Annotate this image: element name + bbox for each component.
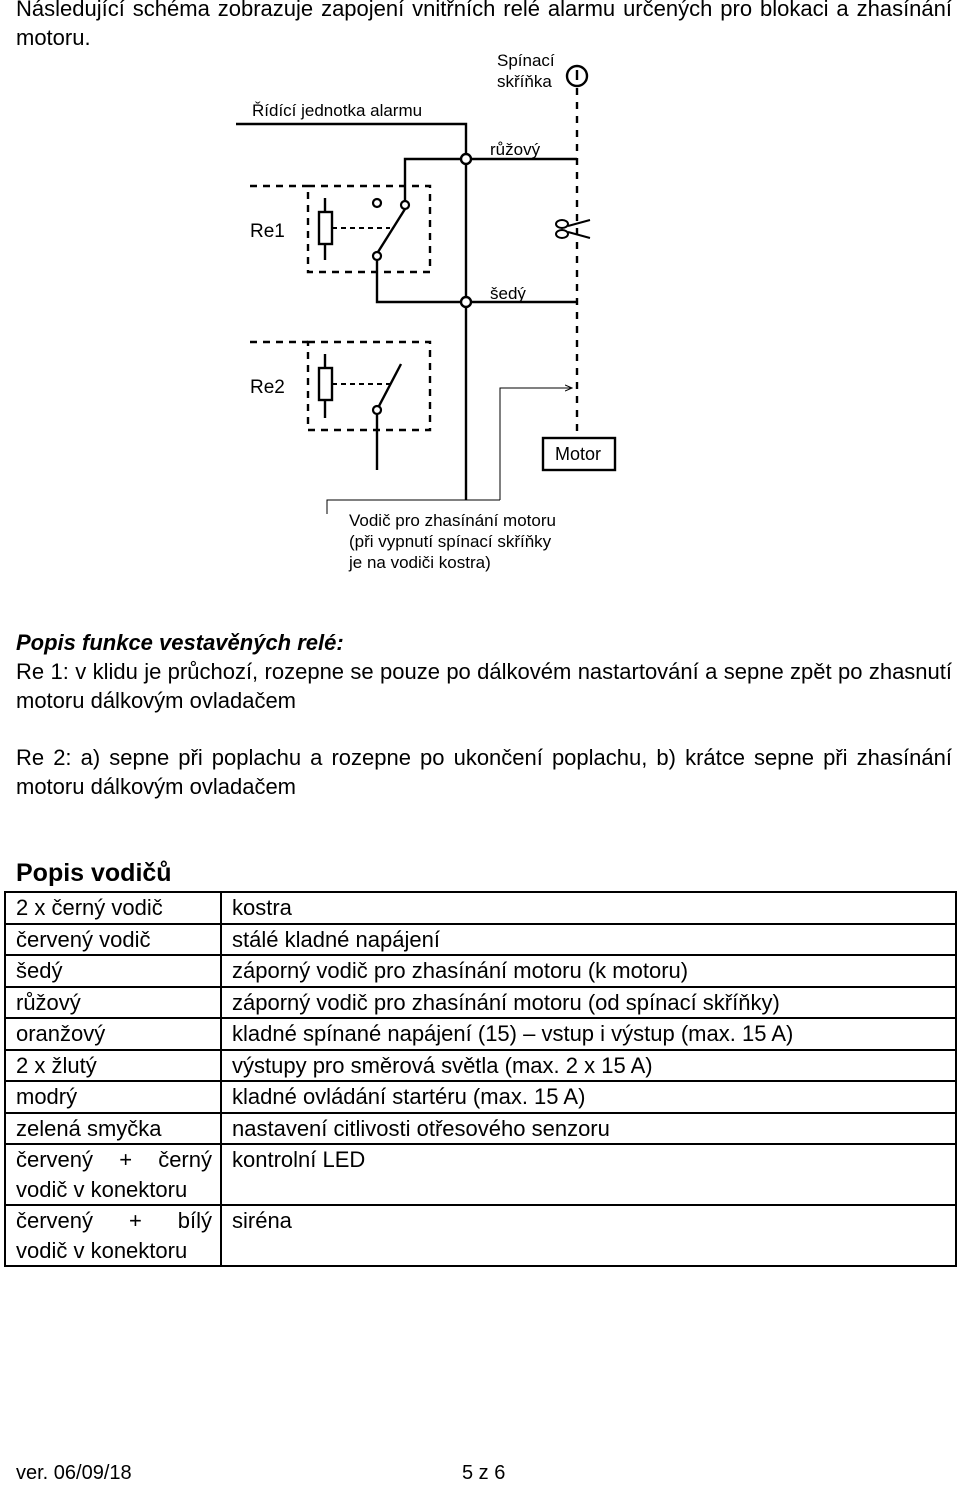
wire-description: stálé kladné napájení bbox=[221, 924, 956, 956]
wire-name bbox=[5, 1205, 221, 1266]
page-number: 5 z 6 bbox=[462, 1462, 506, 1484]
note-line-1: Vodič pro zhasínání motoru bbox=[349, 511, 556, 530]
motor-label: Motor bbox=[555, 444, 602, 464]
relay1-switch bbox=[378, 209, 405, 252]
table-row bbox=[5, 1018, 956, 1050]
wire-description: kladné spínané napájení (15) – vstup i výstup (max. 15 A) bbox=[221, 1018, 956, 1050]
wire-name-line-2: vodič v konektoru bbox=[16, 1237, 188, 1263]
table-row bbox=[5, 955, 956, 987]
pink-node bbox=[461, 154, 471, 164]
wire-description: výstupy pro směrová světla (max. 2 x 15 A) bbox=[221, 1050, 956, 1082]
wire-name bbox=[5, 1144, 221, 1205]
scissors-icon bbox=[556, 220, 590, 238]
note-line-3: je na vodiči kostra) bbox=[349, 553, 491, 572]
intro-text: Následující schéma zobrazuje zapojení vnitřních relé alarmu určených pro blokaci a zhasínání motoru. bbox=[16, 0, 952, 50]
wire-name-line-2: vodič v konektoru bbox=[16, 1176, 188, 1202]
wire-description: záporný vodič pro zhasínání motoru (k motoru) bbox=[221, 955, 956, 987]
relay-section-heading: Popis funkce vestavěných relé: bbox=[16, 630, 344, 655]
relay2-description: Re 2: a) sepne při poplachu a rozepne po ukončení poplachu, b) krátce sepne při zhasínání motoru dálkovým ovladačem bbox=[16, 745, 952, 799]
version-label: ver. 06/09/18 bbox=[16, 1462, 132, 1484]
table-row bbox=[5, 987, 956, 1019]
wiring-diagram bbox=[0, 0, 960, 600]
wire-name: 2 x žlutý bbox=[5, 1050, 221, 1082]
relay1-label: Re1 bbox=[250, 221, 285, 242]
wire-name: zelená smyčka bbox=[5, 1113, 221, 1145]
wire-name: 2 x černý vodič bbox=[5, 892, 221, 924]
relay1-description: Re 1: v klidu je průchozí, rozepne se pouze po dálkovém nastartování a sepne zpět po zhasnutí motoru dálkovým ovladačem bbox=[16, 659, 952, 713]
wire-description: siréna bbox=[221, 1205, 956, 1266]
wire-name: šedý bbox=[5, 955, 221, 987]
wire-name-line-1: červený + bílý bbox=[16, 1208, 212, 1233]
note-line-2: (při vypnutí spínací skříňky bbox=[349, 532, 552, 551]
wires-section-heading: Popis vodičů bbox=[16, 859, 172, 887]
control-unit-label: Řídící jednotka alarmu bbox=[252, 101, 423, 120]
ignition-switch-icon bbox=[567, 66, 587, 86]
grey-node bbox=[461, 297, 471, 307]
switch-box-label-2: skříňka bbox=[497, 72, 552, 91]
wire-name: oranžový bbox=[5, 1018, 221, 1050]
grey-wire-label: šedý bbox=[490, 284, 526, 303]
table-row bbox=[5, 892, 956, 924]
relay1-coil bbox=[319, 212, 332, 244]
table-row bbox=[5, 1113, 956, 1145]
table-row bbox=[5, 1205, 956, 1266]
wire-description: kostra bbox=[221, 892, 956, 924]
control-unit-boundary bbox=[236, 124, 466, 500]
table-row bbox=[5, 1050, 956, 1082]
relay2-label: Re2 bbox=[250, 377, 285, 398]
wires-table bbox=[4, 891, 957, 1267]
relay2-box bbox=[308, 342, 430, 430]
table-row bbox=[5, 1081, 956, 1113]
table-row bbox=[5, 1144, 956, 1205]
table-row bbox=[5, 924, 956, 956]
pink-wire-label: růžový bbox=[490, 140, 541, 159]
switch-box-label-1: Spínací bbox=[497, 51, 555, 70]
wire-description: nastavení citlivosti otřesového senzoru bbox=[221, 1113, 956, 1145]
wire-name: modrý bbox=[5, 1081, 221, 1113]
wire-description: záporný vodič pro zhasínání motoru (od spínací skříňky) bbox=[221, 987, 956, 1019]
wire-description: kontrolní LED bbox=[221, 1144, 956, 1205]
wire-name: růžový bbox=[5, 987, 221, 1019]
relay2-switch bbox=[379, 364, 401, 406]
footer bbox=[16, 1460, 506, 1486]
wire-name: červený vodič bbox=[5, 924, 221, 956]
wire-description: kladné ovládání startéru (max. 15 A) bbox=[221, 1081, 956, 1113]
relay2-coil bbox=[319, 368, 332, 400]
wire-name-line-1: červený + černý bbox=[16, 1147, 212, 1172]
